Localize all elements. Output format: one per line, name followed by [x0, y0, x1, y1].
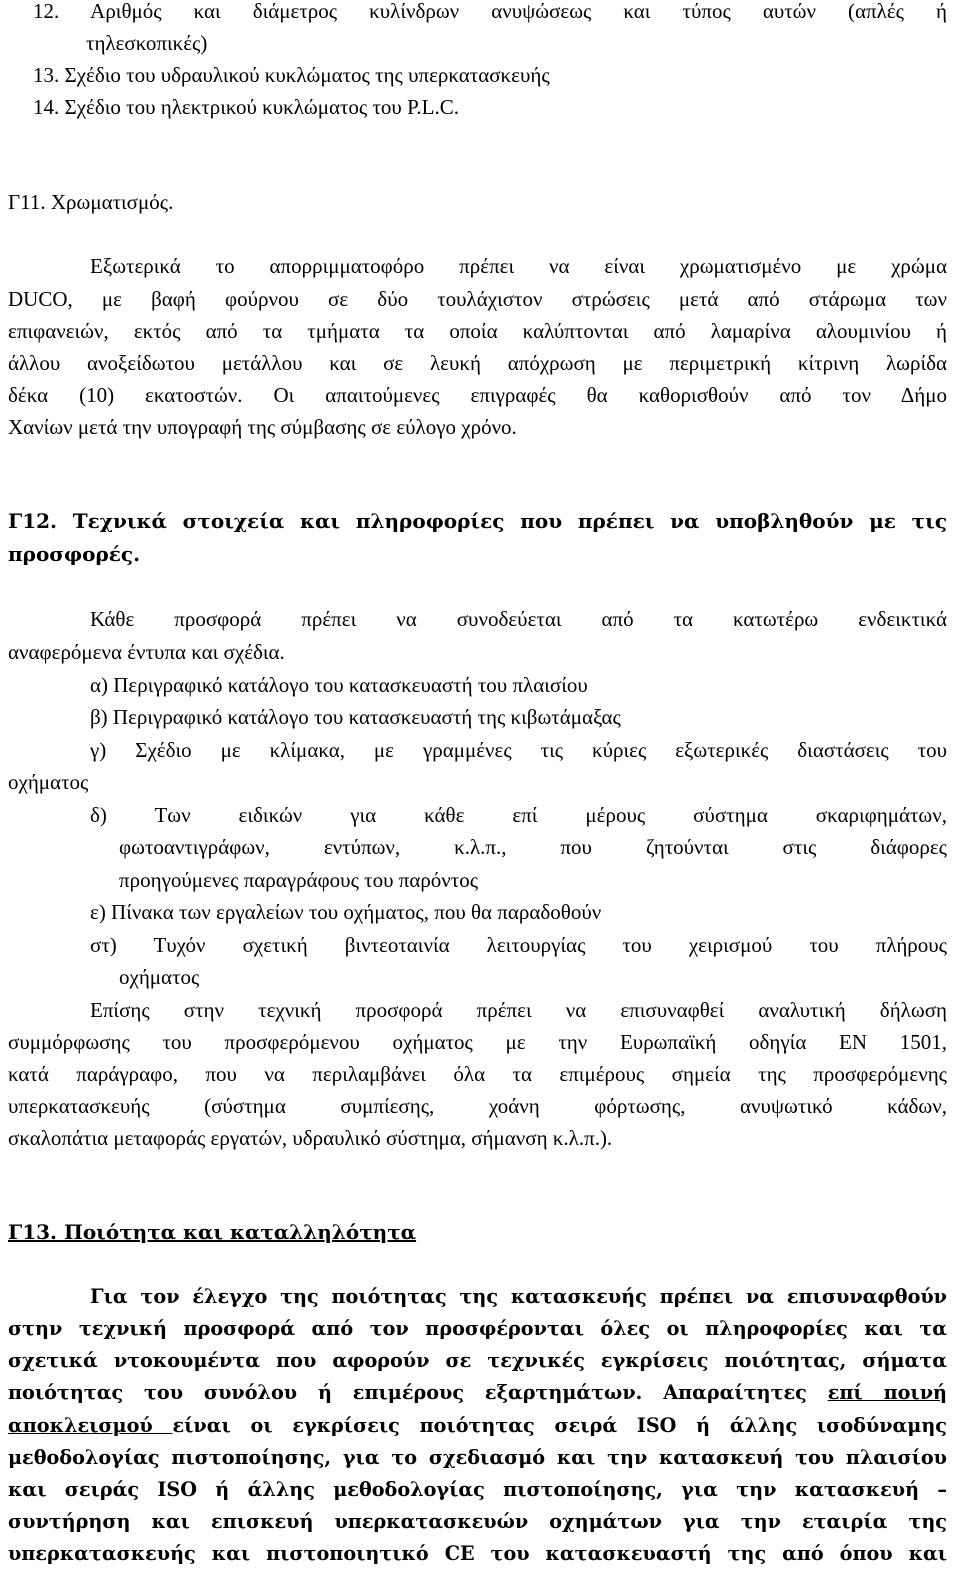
g11-paragraph-line-1: Εξωτερικά το απορριμματοφόρο πρέπει να είναι χρωματισμένο με χρώμα	[90, 254, 947, 278]
g12-list-item-st-line-2: οχήματος	[119, 965, 200, 989]
g13-paragraph-line-4	[8, 1377, 947, 1409]
g12-list-item-c-line-2: οχήματος	[8, 770, 89, 794]
g13-paragraph-line-6: μεθοδολογίας πιστοποίησης, για το σχεδιασμό και την κατασκευή του πλαισίου	[8, 1446, 947, 1469]
list-item-13: 13. Σχέδιο του υδραυλικού κυκλώματος της υπερκατασκευής	[33, 63, 550, 87]
g13-paragraph-line-1: Για τον έλεγχο της ποιότητας της κατασκευής πρέπει να επισυναφθούν	[90, 1285, 947, 1308]
section-heading-g13	[8, 1216, 416, 1248]
g12-extra-line-1: Επίσης στην τεχνική προσφορά πρέπει να επισυναφθεί αναλυτική δήλωση	[90, 998, 947, 1022]
g13-paragraph-line-7: και σειράς ISO ή άλλης μεθοδολογίας πιστοποίησης, για την κατασκευή –	[8, 1478, 947, 1501]
section-heading-g11: Γ11. Χρωματισμός.	[8, 190, 174, 214]
g12-list-item-c-line-1: γ) Σχέδιο με κλίμακα, με γραμμένες τις κύριες εξωτερικές διαστάσεις του	[90, 738, 947, 762]
g12-list-item-d-line-3: προηγούμενες παραγράφους του παρόντος	[119, 868, 479, 892]
list-item-12-line-1: 12. Αριθμός και διάμετρος κυλίνδρων ανυψώσεως και τύπος αυτών (απλές ή	[33, 0, 947, 23]
g13-paragraph-line-3: σχετικά ντοκουμέντα που αφορούν σε τεχνικές εγκρίσεις ποιότητας, σήματα	[8, 1349, 947, 1372]
g12-intro-line-2: αναφερόμενα έντυπα και σχέδια.	[8, 640, 285, 664]
section-heading-g12-line-1: Γ12. Τεχνικά στοιχεία και πληροφορίες που πρέπει να υποβληθούν με τις	[8, 509, 947, 533]
g12-extra-line-5: σκαλοπάτια μεταφοράς εργατών, υδραυλικό σύστημα, σήμανση κ.λ.π.).	[8, 1126, 613, 1150]
list-item-12-line-2: τηλεσκοπικές)	[86, 31, 208, 55]
g13-line-4-text: ποιότητας του συνόλου ή επιμέρους εξαρτημάτων. Απαραίτητες	[8, 1381, 828, 1404]
g12-list-item-b: β) Περιγραφικό κατάλογο του κατασκευαστή της κιβωτάμαξας	[90, 705, 621, 729]
g13-paragraph-line-9: υπερκατασκευής και πιστοποιητικό CE του κατασκευαστή της από όπου και	[8, 1542, 947, 1565]
g12-extra-line-3: κατά παράγραφο, που να περιλαμβάνει όλα τα επιμέρους σημεία της προσφερόμενης	[8, 1062, 947, 1086]
g12-list-item-a: α) Περιγραφικό κατάλογο του κατασκευαστή του πλαισίου	[90, 673, 588, 697]
g12-extra-line-4: υπερκατασκευής (σύστημα συμπίεσης, χοάνη φόρτωσης, ανυψωτικό κάδων,	[8, 1094, 947, 1118]
section-heading-g13-text: Γ13. Ποιότητα και καταλληλότητα	[8, 1220, 417, 1244]
g12-intro-line-1: Κάθε προσφορά πρέπει να συνοδεύεται από τα κατωτέρω ενδεικτικά	[90, 607, 947, 631]
g12-extra-line-2: συμμόρφωσης του προσφερόμενου οχήματος με την Ευρωπαϊκή οδηγία ΕΝ 1501,	[8, 1030, 947, 1054]
g13-underlined-exclusion: αποκλεισμού	[8, 1414, 173, 1437]
g12-list-item-e: ε) Πίνακα των εργαλείων του οχήματος, που θα παραδοθούν	[90, 900, 602, 924]
g11-paragraph-line-6: Χανίων μετά την υπογραφή της σύμβασης σε εύλογο χρόνο.	[8, 415, 517, 439]
g12-list-item-d-line-2: φωτοαντιγράφων, εντύπων, κ.λ.π., που ζητούνται στις διάφορες	[119, 835, 947, 859]
g13-paragraph-line-8: συντήρηση και επισκευή υπερκατασκευών οχημάτων για την εταιρία της	[8, 1510, 947, 1533]
g13-line-5-text: είναι οι εγκρίσεις ποιότητας σειρά ISO ή άλλης ισοδύναμης	[172, 1414, 947, 1437]
g11-paragraph-line-4: άλλου ανοξείδωτου μετάλλου και σε λευκή απόχρωση με περιμετρική κίτρινη λωρίδα	[8, 351, 947, 375]
g13-underlined-penalty: επί ποινή	[827, 1381, 947, 1404]
g12-list-item-st-line-1: στ) Τυχόν σχετική βιντεοταινία λειτουργίας του χειρισμού του πλήρους	[90, 933, 947, 957]
g11-paragraph-line-5: δέκα (10) εκατοστών. Οι απαιτούμενες επιγραφές θα καθορισθούν από τον Δήμο	[8, 383, 947, 407]
g13-paragraph-line-2: στην τεχνική προσφορά από τον προσφέρονται όλες οι πληροφορίες και τα	[8, 1317, 947, 1340]
g12-list-item-d-line-1: δ) Των ειδικών για κάθε επί μέρους σύστημα σκαριφημάτων,	[90, 803, 947, 827]
g11-paragraph-line-2: DUCO, με βαφή φούρνου σε δύο τουλάχιστον στρώσεις μετά από στάρωμα των	[8, 287, 947, 311]
g13-paragraph-line-5	[8, 1410, 947, 1442]
g11-paragraph-line-3: επιφανειών, εκτός από τα τμήματα τα οποία καλύπτονται από λαμαρίνα αλουμινίου ή	[8, 319, 947, 343]
section-heading-g12-line-2: προσφορές.	[8, 542, 141, 566]
list-item-14: 14. Σχέδιο του ηλεκτρικού κυκλώματος του P.L.C.	[33, 95, 459, 119]
